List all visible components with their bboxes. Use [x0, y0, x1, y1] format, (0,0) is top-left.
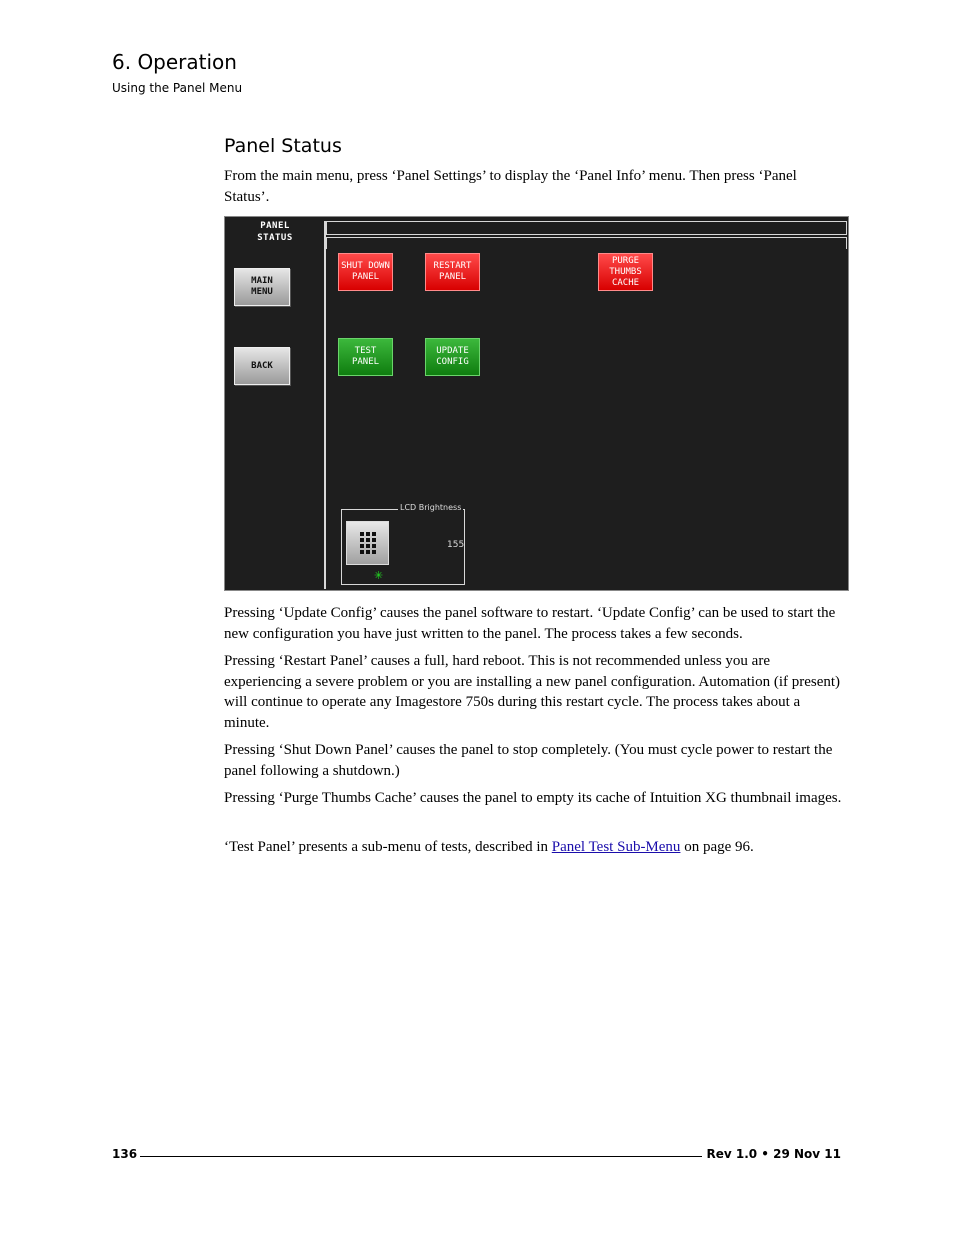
menu-title: PANEL STATUS	[257, 221, 293, 243]
main-menu-button[interactable]: MAIN MENU	[234, 268, 290, 306]
update-config-button[interactable]: UPDATE CONFIG	[425, 338, 480, 376]
status-bar	[326, 221, 847, 235]
lcd-brightness-value: 155	[447, 540, 465, 550]
panel-divider	[324, 221, 326, 589]
chapter-title: 6. Operation	[112, 50, 237, 74]
purge-thumbs-cache-button[interactable]: PURGE THUMBS CACHE	[598, 253, 653, 291]
restart-panel-paragraph: Pressing ‘Restart Panel’ causes a full, hard reboot. This is not recommended unless you are experiencing a severe problem or you are installing a new panel configuration. Automation (if present) will continue to operate any Imagestore 750s during this restart cycle. The process takes about a minute.	[224, 653, 841, 731]
test-panel-paragraph	[224, 837, 844, 858]
status-bar-secondary	[326, 237, 847, 249]
lcd-brightness-group	[341, 503, 465, 585]
keypad-button[interactable]	[346, 521, 389, 565]
revision-info: Rev 1.0 • 29 Nov 11	[706, 1147, 841, 1161]
panel-test-sub-menu-link[interactable]: Panel Test Sub-Menu	[551, 839, 681, 855]
keypad-icon	[360, 532, 376, 554]
page-number: 136	[112, 1147, 138, 1161]
shut-down-paragraph: Pressing ‘Shut Down Panel’ causes the panel to stop completely. (You must cycle power to restart the panel following a shutdown.)	[224, 742, 833, 779]
intro-paragraph: From the main menu, press ‘Panel Settings’ to display the ‘Panel Info’ menu. Then press ‘Panel Status’.	[224, 168, 797, 205]
panel-status-screenshot	[224, 216, 849, 591]
back-button[interactable]: BACK	[234, 347, 290, 385]
test-panel-button[interactable]: TEST PANEL	[338, 338, 393, 376]
lcd-brightness-label: LCD Brightness	[400, 503, 462, 512]
shut-down-panel-button[interactable]: SHUT DOWN PANEL	[338, 253, 393, 291]
section-title: Panel Status	[224, 135, 342, 157]
chapter-subsection: Using the Panel Menu	[112, 81, 243, 95]
active-indicator-icon: ✳	[374, 569, 384, 582]
footer-rule	[140, 1156, 702, 1157]
purge-cache-paragraph: Pressing ‘Purge Thumbs Cache’ causes the panel to empty its cache of Intuition XG thumbnail images.	[224, 790, 842, 806]
test-panel-text-after: on page 96.	[680, 839, 754, 855]
update-config-paragraph: Pressing ‘Update Config’ causes the panel software to restart. ‘Update Config’ can be used to start the new configuration you have just written to the panel. The process takes a few seconds.	[224, 605, 836, 642]
restart-panel-button[interactable]: RESTART PANEL	[425, 253, 480, 291]
test-panel-text-before: ‘Test Panel’ presents a sub-menu of tests, described in	[224, 839, 552, 855]
